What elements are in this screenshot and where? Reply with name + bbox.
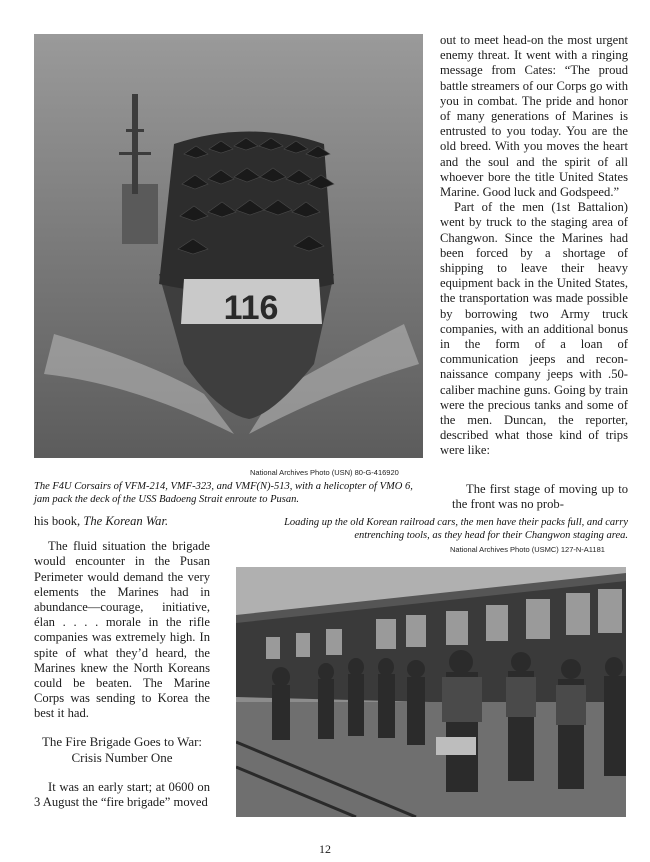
train-photo bbox=[236, 567, 626, 817]
paragraph: The fluid situation the brigade would encounter in the Pusan Perimeter would demand the very elements the Marines had in abundance—courage, initiative, élan . . . . morale in the rifle companies was extremely high. In spite of what they’d heard, the Marines knew the North Koreans could be beaten. The Marine Corps was sending to Korea the best it had. bbox=[34, 539, 210, 721]
photo-caption: Loading up the old Korean railroad cars, the men have their packs full, and carry entrenching tools, as they head for their Changwon staging area. bbox=[284, 517, 628, 541]
body-text-right-column bbox=[440, 33, 628, 459]
body-text-left-column bbox=[34, 514, 210, 810]
block-quote bbox=[452, 482, 628, 512]
paragraph: It was an early start; at 0600 on 3 August the “fire brigade” moved bbox=[34, 779, 210, 809]
photo-caption: The F4U Corsairs of VFM-214, VMF-323, and VMF(N)-513, with a helicopter of VMO 6, jam pack the deck of the USS Badoeng Strait enroute to Pusan. bbox=[34, 481, 413, 505]
book-title: The Korean War. bbox=[83, 514, 169, 528]
heading-line: The Fire Brigade Goes to War: bbox=[41, 733, 203, 749]
page-number: 12 bbox=[319, 842, 331, 856]
paragraph-prefix: his book, bbox=[34, 514, 84, 528]
section-heading bbox=[34, 734, 210, 766]
carrier-photo bbox=[34, 34, 423, 458]
paragraph: out to meet head-on the most urgent enemy threat. It went with a ringing message from Cates: “The proud battle streamers of our Corps go with you in combat. The pride and honor of many generations of Marines is entrusted to you today. You are the old breed. With you moves the heart and the soul and the spirit of all whoever bore the title United States Marine. Good luck and Godspeed.” bbox=[440, 33, 628, 200]
quote-text: The first stage of moving up to the front was no prob- bbox=[452, 482, 628, 512]
photo-credit: National Archives Photo (USN) 80-G-416920 bbox=[250, 468, 399, 477]
paragraph: Part of the men (1st Battalion) went by truck to the staging area of Changwon. Since the Marines had been forced by a shortage of shipping to leave their heavy equipment back in the United States, the transportation was made possible by borrowing two Army truck companies, with an additional bonus in the form of a loan of communication jeeps and reconnaissance company jeeps with .50-caliber machine guns. Going by train were the precious tanks and some of the men. Duncan, the reporter, described what those kind of trips were like: bbox=[440, 200, 628, 458]
paragraph bbox=[34, 514, 210, 529]
photo-credit: National Archives Photo (USMC) 127-N-A1181 bbox=[450, 545, 605, 554]
heading-line: Crisis Number One bbox=[71, 749, 173, 765]
deck-number: 116 bbox=[223, 289, 279, 327]
